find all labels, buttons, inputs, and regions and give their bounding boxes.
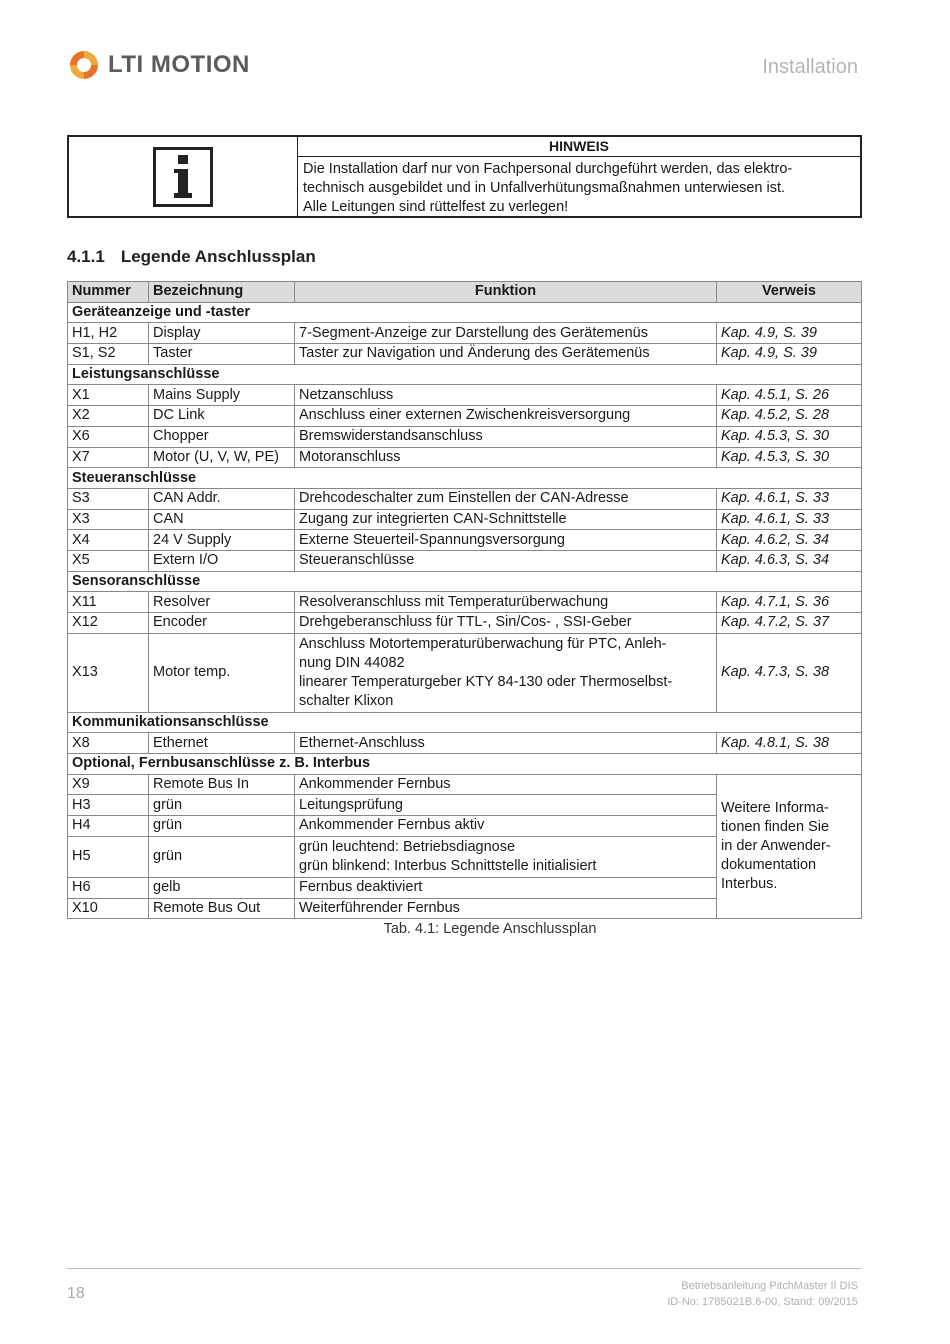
table-row: X5 Extern I/O Steueranschlüsse Kap. 4.6.3, S. 34 bbox=[68, 550, 862, 571]
table-row: X7 Motor (U, V, W, PE) Motoranschluss Kap. 4.5.3, S. 30 bbox=[68, 447, 862, 468]
footer-divider bbox=[67, 1268, 861, 1269]
page-number: 18 bbox=[67, 1285, 85, 1302]
table-row: X10 Remote Bus Out Weiterführender Fernbus bbox=[68, 898, 862, 919]
group-row: Geräteanzeige und -taster bbox=[68, 302, 862, 323]
notice-title: HINWEIS bbox=[298, 137, 860, 157]
notice-box bbox=[67, 135, 862, 218]
group-row: Optional, Fernbusanschlüsse z. B. Interbus bbox=[68, 754, 862, 775]
section-heading: 4.1.1 Legende Anschlussplan bbox=[67, 247, 316, 266]
brand-logo bbox=[66, 48, 250, 82]
table-row: X9 Remote Bus In Ankommender Fernbus Weitere Informa- tionen finden Sie in der Anwender- dokumentation Interbus. bbox=[68, 774, 862, 795]
lti-logo-icon bbox=[66, 48, 102, 82]
notice-text: Die Installation darf nur von Fachpersonal durchgeführt werden, das elektro- technisch ausgebildet und in Unfallverhütungsmaßnahmen unterwiesen ist. Alle Leitungen sind rüttelfest zu verlegen! bbox=[303, 161, 793, 215]
table-row: X8 Ethernet Ethernet-Anschluss Kap. 4.8.1, S. 38 bbox=[68, 733, 862, 754]
group-row: Leistungsanschlüsse bbox=[68, 364, 862, 385]
interbus-note: Weitere Informa- tionen finden Sie in der Anwender- dokumentation Interbus. bbox=[717, 774, 862, 918]
group-row: Steueranschlüsse bbox=[68, 468, 862, 489]
table-row: X12 Encoder Drehgeberanschluss für TTL-, Sin/Cos- , SSI-Geber Kap. 4.7.2, S. 37 bbox=[68, 613, 862, 634]
table-row: X6 Chopper Bremswiderstandsanschluss Kap. 4.5.3, S. 30 bbox=[68, 426, 862, 447]
section-title: Installation bbox=[762, 56, 858, 78]
table-row: H6 gelb Fernbus deaktiviert bbox=[68, 877, 862, 898]
table-row: X3 CAN Zugang zur integrierten CAN-Schnittstelle Kap. 4.6.1, S. 33 bbox=[68, 509, 862, 530]
footer-doc-info: Betriebsanleitung PitchMaster II DIS ID-No: 1785021B.6-00, Stand: 09/2015 bbox=[667, 1280, 858, 1308]
table-row: X13 Motor temp. Anschluss Motortemperaturüberwachung für PTC, Anleh- nung DIN 44082 linearer Temperaturgeber KTY 84-130 oder Thermoselbst- schalter Klixon Kap. 4.7.3, S. 38 bbox=[68, 633, 862, 712]
page-header bbox=[66, 48, 858, 84]
table-row: X4 24 V Supply Externe Steuerteil-Spannungsversorgung Kap. 4.6.2, S. 34 bbox=[68, 530, 862, 551]
table-row: H3 grün Leitungsprüfung bbox=[68, 795, 862, 816]
table-row: S3 CAN Addr. Drehcodeschalter zum Einstellen der CAN-Adresse Kap. 4.6.1, S. 33 bbox=[68, 488, 862, 509]
group-row: Kommunikationsanschlüsse bbox=[68, 712, 862, 733]
table-row: X11 Resolver Resolveranschluss mit Temperaturüberwachung Kap. 4.7.1, S. 36 bbox=[68, 592, 862, 613]
table-row: H1, H2 Display 7-Segment-Anzeige zur Darstellung des Gerätemenüs Kap. 4.9, S. 39 bbox=[68, 323, 862, 344]
table-header-row: Nummer Bezeichnung Funktion Verweis bbox=[68, 282, 862, 303]
group-row: Sensoranschlüsse bbox=[68, 571, 862, 592]
info-icon bbox=[153, 147, 213, 207]
table-row: X1 Mains Supply Netzanschluss Kap. 4.5.1, S. 26 bbox=[68, 385, 862, 406]
brand-name: LTI MOTION bbox=[108, 51, 250, 78]
table-row: X2 DC Link Anschluss einer externen Zwischenkreisversorgung Kap. 4.5.2, S. 28 bbox=[68, 406, 862, 427]
table-caption: Tab. 4.1: Legende Anschlussplan bbox=[383, 921, 597, 937]
table-row: H4 grün Ankommender Fernbus aktiv bbox=[68, 816, 862, 837]
table-row: S1, S2 Taster Taster zur Navigation und Änderung des Gerätemenüs Kap. 4.9, S. 39 bbox=[68, 344, 862, 365]
connection-legend-table bbox=[67, 281, 862, 919]
table-row: H5 grün grün leuchtend: Betriebsdiagnose grün blinkend: Interbus Schnittstelle initialisiert bbox=[68, 836, 862, 877]
